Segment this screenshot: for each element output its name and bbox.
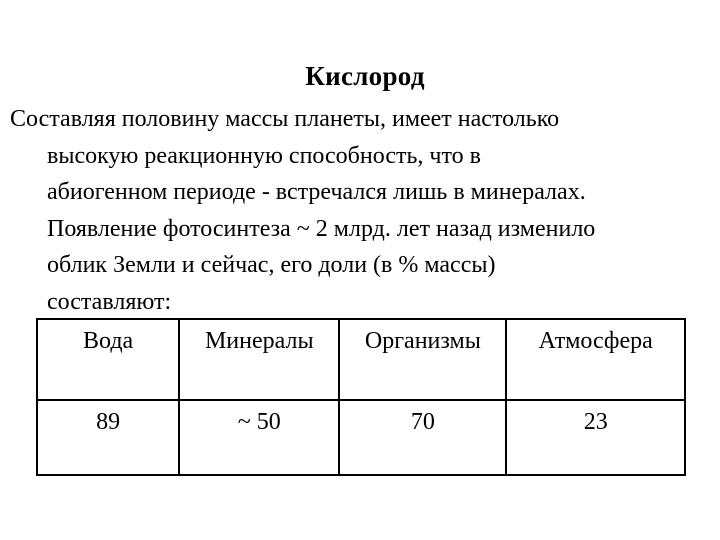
paragraph-line: Составляя половину массы планеты, имеет настолько [10, 106, 560, 132]
paragraph-line: высокую реакционную способность, что в [47, 142, 481, 169]
header-cell-minerals: Минералы [179, 319, 339, 400]
header-cell-organisms: Организмы [339, 319, 506, 400]
oxygen-share-table [36, 318, 686, 476]
value-cell-atmosphere: 23 [506, 400, 685, 475]
value-cell-organisms: 70 [339, 400, 506, 475]
paragraph-line: Появление фотосинтеза ~ 2 млрд. лет назад изменило [47, 215, 596, 242]
header-cell-atmosphere: Атмосфера [506, 319, 685, 400]
value-cell-water: 89 [37, 400, 179, 475]
table-header-row [37, 319, 685, 400]
paragraph-line: облик Земли и сейчас, его доли (в % массы) [47, 252, 496, 278]
slide-title: Кислород [305, 61, 425, 91]
value-cell-minerals: ~ 50 [179, 400, 339, 475]
header-cell-water: Вода [37, 319, 179, 400]
paragraph-line: абиогенном периоде - встречался лишь в минералах. [47, 179, 586, 205]
table-row [37, 400, 685, 475]
paragraph-line: составляют: [47, 288, 172, 315]
intro-paragraph [10, 101, 710, 320]
